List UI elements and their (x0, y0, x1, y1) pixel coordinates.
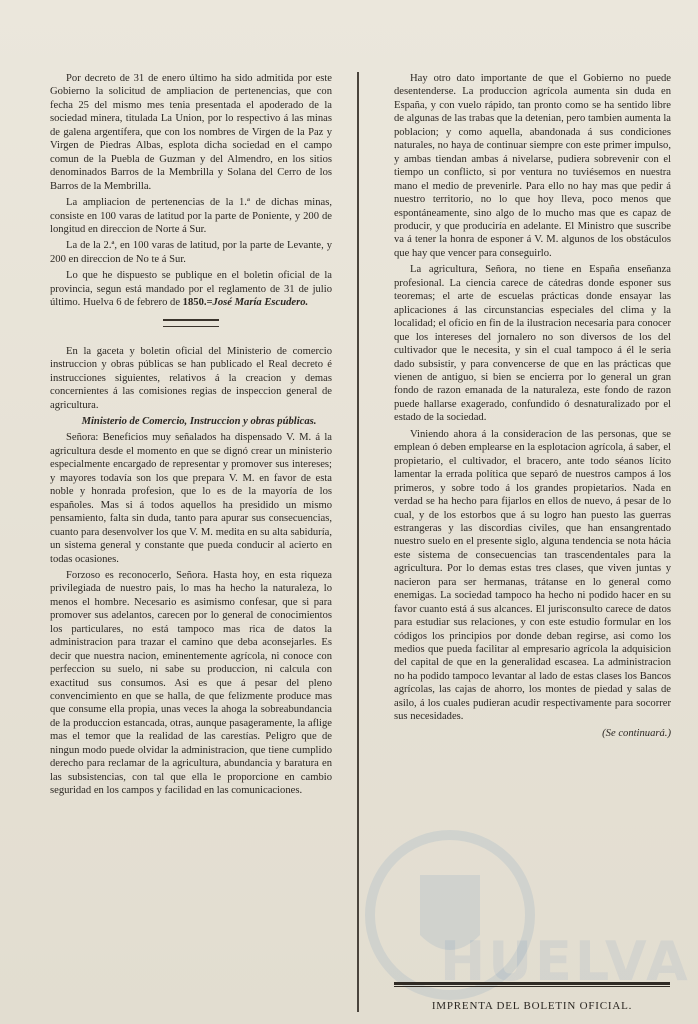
agricultura-paragraph: La agricultura, Señora, no tiene en España enseñanza profesional. La ciencia carece de cátedras donde esponer sus teoremas; el arte de escuelas prácticas donde ensayar las aplicaciones á las circunstancias especiales del clima y la localidad; el oficio en fin de la ilustracion necesaria para conocer que los intereses del jornalero no son diversos de los del cultivador que le necesita, y sin el cual tampoco á él le seria dado subsistir, y para convencerse de que en las prácticas que vienen de antiguo, si bien se encierra por lo general un gran fondo de razon emanada de la naturaleza, este fondo de razon puede hallarse exagerado, confundido ó desnaturalizado por el estado de la sociedad. (394, 264, 671, 424)
section-divider (163, 319, 219, 327)
footer-rule (394, 982, 670, 985)
footer-rule-thin (394, 986, 670, 987)
decree-paragraph-4 (50, 269, 332, 309)
continuara-note: (Se continuará.) (602, 727, 671, 739)
senora-paragraph: Señora: Beneficios muy señalados ha dispensado V. M. á la agricultura desde el momento en que se dignó crear un ministerio especialmente encargado de representar y promover sus intereses; y mayores todavía son los que prepara V. M. en favor de esta noble y honrada profesion, que lo es de la mayoría de los españoles. Mas si á todos aquellos ha presidido un mismo pensamiento, falta sin duda, tanto para apurar sus consecuencias, cuanto para desenvolver los que V. M. medita en su alta sabiduría, un sistema general y constante que pueda conducir al acierto en todas ocasiones. (50, 432, 332, 565)
right-column (394, 72, 671, 740)
decree-paragraph-2: La ampliacion de pertenencias de la 1.ª de dichas minas, consiste en 100 varas de latitud por la parte de Poniente, y 200 de longitud en direccion de Norte á Sur. (50, 197, 332, 235)
viniendo-paragraph: Viniendo ahora á la consideracion de las personas, que se emplean ó deben emplearse en la esplotacion agrícola, á saber, el propietario, el cultivador, el bracero, ante todo séanos lícito lamentar la errada política que separó de nuestros campos á los primeros, y sobre todo á los grandes propietarios. Nada en verdad se ha hecho para fijarlos en ellos de nuevo, á pesar de lo cual, y de los estorbos que á su logro han puesto las guerras estrangeras y las discordias civiles, que han ensangrentado nuestro suelo en el presente siglo, alguna tendencia se nota hácia este sistema de consecuencias tan trascendentales para la agricultura. Por lo demas estas tres clases, que viven juntas y nacieron para ser hermanas, trátanse en lo general como enemigas. La sociedad tampoco ha hecho ni podido hacer en su favor cuanto está á sus alcances. El jurisconsulto carece de datos para estudiar sus relaciones, y con este estudio formular en los códigos los principios por donde deban regirse, asi como los medios que pueda facilitar al empresario agrícola la adquisicion del capital de que en la generalidad escasea. La administracion no ha podido tampoco levantar al lado de estas clases los Bancos agrícolas, las cajas de ahorro, los montes de piedad y salas de asilo, á los cuales pudieran acudir respectivamente para socorrer sus necesidades. (394, 428, 671, 723)
decree-paragraph-1: Por decreto de 31 de enero último ha sido admitida por este Gobierno la solicitud de ampliacion de pertenencias, que con fecha 25 del mismo mes tenia presentada el apoderado de la sociedad minera, titulada La Union, por lo respectivo á las minas de galena argentífera, que con los nombres de Virgen de la Paz y Virgen de Piedras Albas, esplota dicha sociedad en el campo comun de la Puebla de Guzman y del Almendro, en los sitios denominados Barros de la Membrilla y Solana del Cerro de los Barros de la Membrilla. (50, 73, 332, 192)
printer-imprint: IMPRENTA DEL BOLETIN OFICIAL. (431, 1000, 633, 1012)
column-divider (357, 72, 359, 1012)
ministry-title: Ministerio de Comercio, Instruccion y obras públicas. (81, 415, 317, 427)
left-column (50, 72, 332, 798)
decree-paragraph-4-text: Lo que he dispuesto se publique en el boletin oficial de la provincia, segun está mandado por el reglamento de 31 de julio último. Huelva 6 de febrero de (50, 270, 332, 309)
signature: =José María Escudero. (206, 297, 309, 309)
otro-dato-paragraph: Hay otro dato importante de que el Gobierno no puede desentenderse. La produccion agrícola aumenta sin duda en España, y con vuelo rápido, tan pronto como se ha sentido libre de algunas de las trabas que la detenian, pero tambien aumenta la poblacion; y como aquella, abandonada á sus condiciones naturales, no haya de continuar siempre con este primer impulso, y ambas tiendan ambas á nivelarse, pudiera sobrevenir con el tiempo un conflicto, si por ventura no tuviésemos en nuestra mano el medio de prevenirle. Para ello no hay mas que pedir á nuestro territorio, no lo que hoy lleva, poco menos que espontáneamente, sino algo de lo mucho mas que es capaz de producir, y que produciría en adelante. El Ministro que suscribe va á tener la honra de esponer á V. M. algunos de los obstáculos que hay que vencer para conseguirlo. (394, 73, 671, 259)
notice-paragraph: En la gaceta y boletin oficial del Ministerio de comercio instruccion y obras públicas se han publicado el Real decreto é instrucciones siguientes, relativos á la creacion y demas concernientes á las comisiones regias de inspeccion general de agricultura. (50, 345, 332, 411)
library-seal-watermark (350, 815, 550, 1015)
forzoso-paragraph: Forzoso es reconocerlo, Señora. Hasta hoy, en esta riqueza privilegiada de nuestro pais, lo mas ha hecho la naturaleza, lo menos el hombre. Necesario es asimismo confesar, que si para promover sus adelantos, carecen por lo general de conocimientos los particulares, no está tampoco mas rica de datos la administracion para trazar el camino que deba aconsejarles. Es decir que nuestra nacion, eminentemente agrícola, ni conoce con perfeccion su suelo, ni sabe su produccion, ni calcula con exactitud sus consumos. Asi es que á pesar del pleno convencimiento en que se halla, de que felizmente produce mas que consume ella propia, unas veces la ahoga la sobreabundancia de la produccion estancada, otras, aunque pasageramente, la aflige mas el temor que la realidad de las carestías. Peligro que de ningun modo puede olvidar la administracion, que tiene cumplido derecho para reclamar de la agricultura, abundancia y baratura en las subsistencias, con tal que ella le proporcione en cambio seguridad en los campos y facilidad en las comunicaciones. (50, 569, 332, 797)
watermark-text: HUELVA (440, 930, 691, 993)
decree-paragraph-3: La de la 2.ª, en 100 varas de latitud, por la parte de Levante, y 200 en direccion de No te á Sur. (50, 240, 332, 265)
decree-date: 1850. (182, 297, 207, 309)
